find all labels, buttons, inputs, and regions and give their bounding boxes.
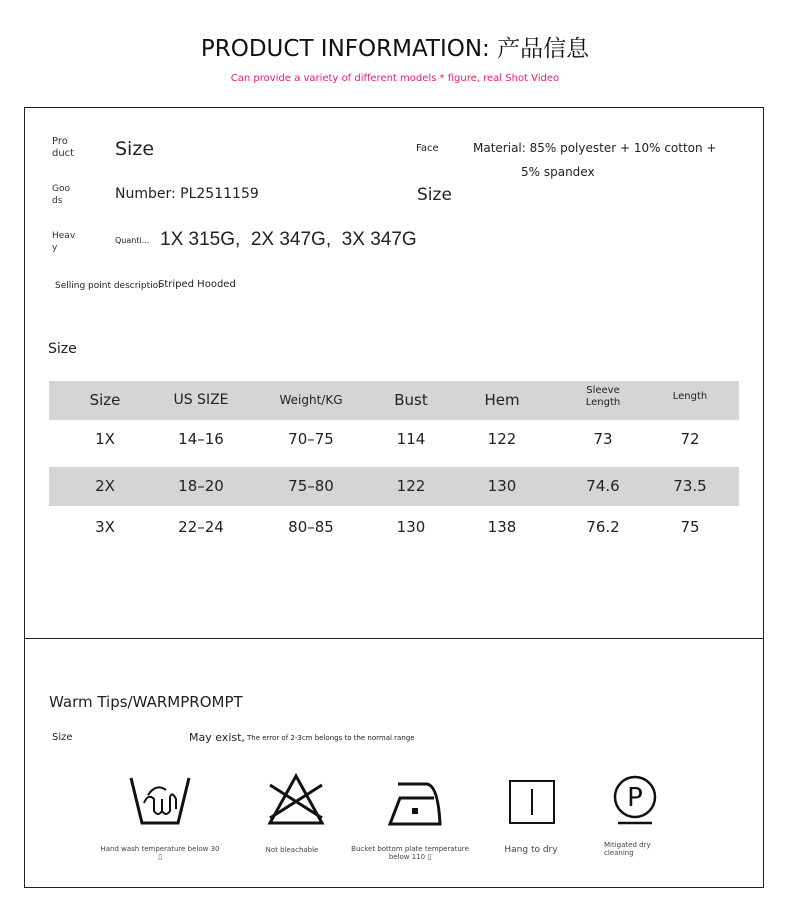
table-cell: 2X [95,477,115,495]
table-cell: 74.6 [586,477,620,495]
care-label-no-bleach: Not bleachable [265,846,319,854]
divider [24,638,764,639]
table-header-cell: Length [672,391,708,402]
quantity-label: Quanti... [115,236,150,245]
care-label-hang-dry: Hang to dry [504,845,558,855]
hand-wash-icon [128,773,192,829]
table-cell: 122 [487,430,517,448]
page-title: PRODUCT INFORMATION: 产品信息 [200,36,590,62]
table-cell: 76.2 [586,518,620,536]
size-table-title: Size [48,341,77,357]
table-cell: 130 [396,518,426,536]
table-cell: 70–75 [288,430,334,448]
table-cell: 22–24 [178,518,224,536]
product-label: Pro duct [52,136,75,159]
no-bleach-icon [266,773,326,827]
table-cell: 18–20 [178,477,224,495]
table-cell: 130 [487,477,517,495]
hang-dry-icon [508,779,556,825]
table-cell: 3X [95,518,115,536]
table-row [49,420,739,459]
table-cell: 75 [680,518,700,536]
dry-clean-icon [610,773,660,825]
table-cell: 73 [593,430,613,448]
selling-value: Striped Hooded [158,279,236,290]
table-cell: 1X [95,430,115,448]
size-label: Size [417,185,452,205]
tips-size-label: Size [52,732,73,743]
table-header-row [49,381,739,420]
table-cell: 14–16 [178,430,224,448]
table-header-cell: Bust [394,391,428,409]
table-row [49,467,739,506]
product-value: Size [115,138,155,160]
table-cell: 138 [487,518,517,536]
care-label-iron: Bucket bottom plate temperature below 110 ▯ [351,845,469,861]
table-cell: 114 [396,430,426,448]
care-label-hand-wash: Hand wash temperature below 30 ▯ [100,845,220,861]
iron-icon [386,780,446,828]
selling-label: Selling point descriptior [55,281,162,291]
may-exist-text: May exist, [189,731,245,744]
table-cell: 75–80 [288,477,334,495]
table-header-cell: Sleeve Length [585,385,621,408]
care-label-dry-clean: Mitigated dry cleaning [604,841,651,857]
table-cell: 122 [396,477,426,495]
face-label: Face [416,143,439,154]
material-line-1: Material: 85% polyester + 10% cotton + [473,141,717,155]
table-header-cell: Hem [484,391,520,409]
table-header-cell: Weight/KG [279,393,343,407]
goods-value: Number: PL2511159 [115,186,259,202]
error-note: The error of 2-3cm belongs to the normal range [247,734,415,742]
svg-text:P: P [627,783,643,813]
material-line-2: 5% spandex [521,165,595,179]
heavy-label: Heav y [52,231,76,253]
weights-value: 1X 315G, 2X 347G, 3X 347G [160,229,417,250]
goods-label: Goo ds [52,184,70,206]
table-header-cell: Size [89,391,121,409]
table-cell: 73.5 [673,477,707,495]
table-cell: 80–85 [288,518,334,536]
table-cell: 72 [680,430,700,448]
page-subtitle: Can provide a variety of different models * figure, real Shot Video [230,73,560,84]
table-row [49,508,739,547]
table-header-cell: US SIZE [173,392,229,408]
tips-title: Warm Tips/WARMPROMPT [49,693,243,711]
